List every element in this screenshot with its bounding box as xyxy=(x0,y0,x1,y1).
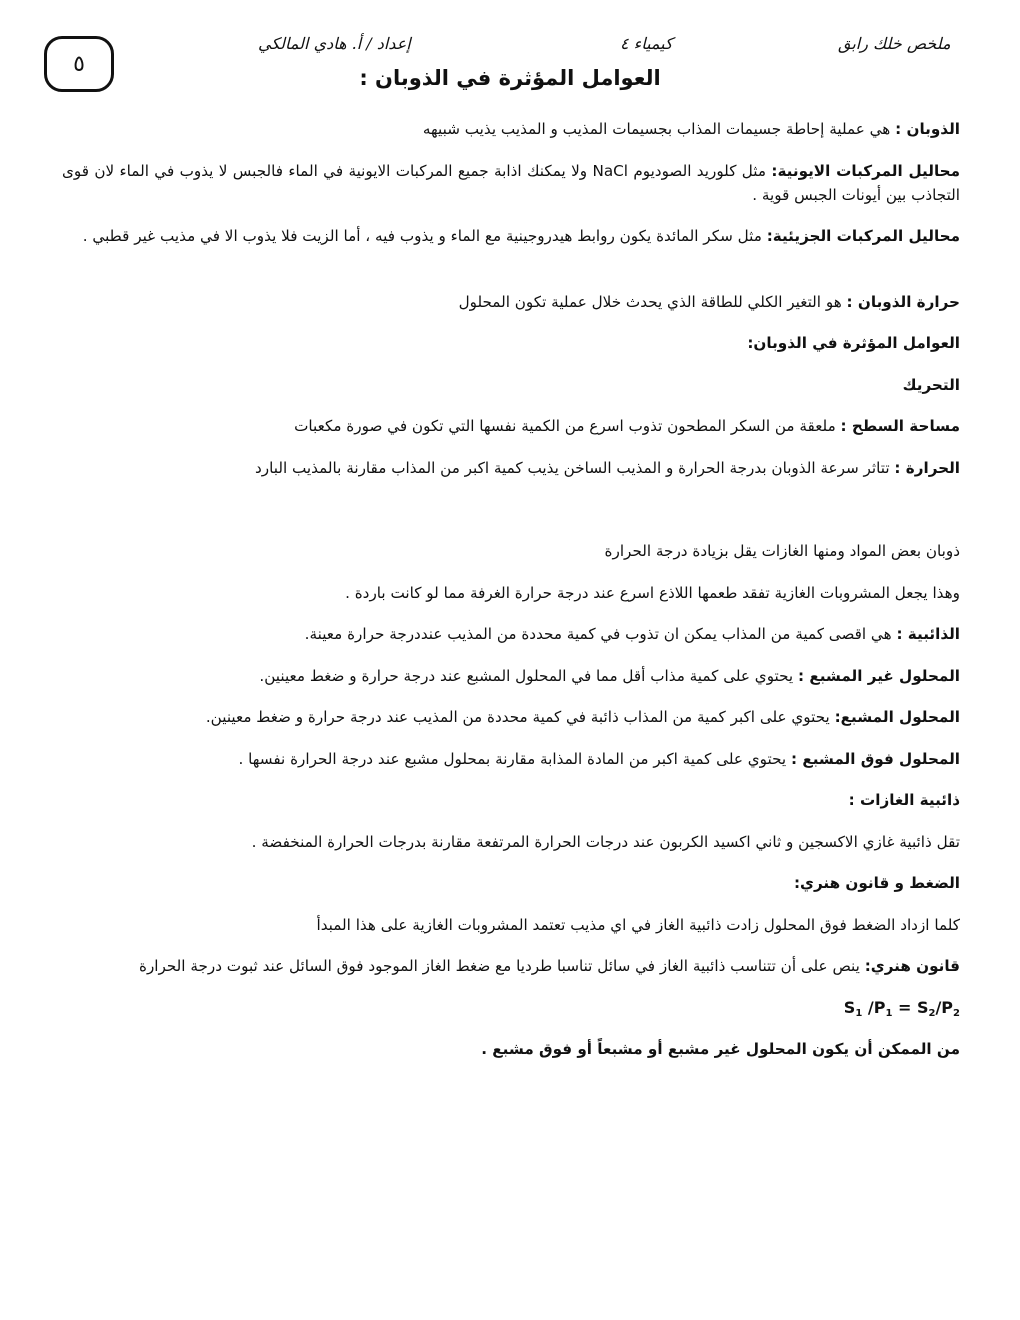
term: التحريك xyxy=(902,375,960,394)
paragraph-pressure xyxy=(62,913,960,937)
paragraph-conclusion xyxy=(62,1037,960,1061)
henry-law-formula: $S_1$ $/P_1 = S_2/P_2$ xyxy=(843,997,960,1019)
paragraph-henry-law xyxy=(62,954,960,978)
heading-gas-solubility xyxy=(62,788,960,812)
paragraph-supersaturated xyxy=(62,747,960,771)
definition: يحتوي على كمية اكبر من المادة المذابة مقارنة بمحلول مشبع عند درجة الحرارة نفسها . xyxy=(238,749,791,768)
text: كلما ازداد الضغط فوق المحلول زادت ذائبية الغاز في اي مذيب تعتمد المشروبات الغازية على هذا المبدأ xyxy=(316,915,960,934)
definition: مثل سكر المائدة يكون روابط هيدروجينية مع الماء و يذوب فيه ، أما الزيت فلا يذوب الا في مذيب غير قطبي . xyxy=(82,227,767,245)
text: ذوبان بعض المواد ومنها الغازات يقل بزيادة درجة الحرارة xyxy=(604,542,960,560)
term: قانون هنري: xyxy=(864,957,960,975)
paragraph-temperature xyxy=(62,456,960,480)
paragraph-saturated xyxy=(62,705,960,729)
header-author: إعداد / أ. هادي المالكي xyxy=(258,34,411,53)
term: ذائبية الغازات : xyxy=(848,791,960,809)
definition: تتاثر سرعة الذوبان بدرجة الحرارة و المذيب الساخن يذيب كمية اكبر من المذاب مقارنة بالمذيب البارد xyxy=(255,458,895,477)
heading-pressure-henry xyxy=(62,871,960,895)
paragraph-soft-drinks xyxy=(62,581,960,605)
definition: ينص على أن تتناسب ذائبية الغاز في سائل تناسبا طرديا مع ضغط الغاز الموجود فوق السائل عند ثبوت درجة الحرارة xyxy=(138,957,865,975)
paragraph-surface-area xyxy=(62,414,960,438)
definition: ملعقة من السكر المطحون تذوب اسرع من الكمية نفسها التي تكون في صورة مكعبات xyxy=(294,417,841,435)
heading-stirring xyxy=(62,373,960,397)
paragraph-heat-of-solution xyxy=(62,290,960,314)
term: محاليل المركبات الجزيئية: xyxy=(766,227,960,245)
header-summary-label: ملخص خلك رابق xyxy=(838,34,951,53)
term: المحلول غير المشبع : xyxy=(797,666,960,685)
term: مساحة السطح : xyxy=(840,417,960,435)
paragraph-solubility xyxy=(62,622,960,646)
term: المحلول المشبع: xyxy=(834,708,960,726)
definition: هي عملية إحاطة جسيمات المذاب بجسيمات المذيب و المذيب يذيب شبيهه xyxy=(422,120,896,138)
term: محاليل المركبات الايونية: xyxy=(771,161,960,180)
heading-factors xyxy=(62,331,960,355)
term: العوامل المؤثرة في الذوبان: xyxy=(747,334,960,352)
term: الذائبية : xyxy=(896,625,960,643)
definition: يحتوي على كمية مذاب أقل مما في المحلول المشبع عند درجة حرارة و ضغط معينين. xyxy=(259,666,798,685)
definition: يحتوي على اكبر كمية من المذاب ذائبة في كمية محددة من المذيب عند درجة حرارة و ضغط معينين. xyxy=(205,708,835,726)
paragraph-dissolution xyxy=(62,117,960,141)
header-subject: كيمياء ٤ xyxy=(620,34,673,53)
paragraph-oxygen-co2 xyxy=(62,830,960,854)
term: حرارة الذوبان : xyxy=(846,292,960,311)
page-title: العوامل المؤثرة في الذوبان : xyxy=(359,66,661,90)
conclusion-text: من الممكن أن يكون المحلول غير مشبع أو مشبعاً أو فوق مشبع . xyxy=(481,1040,960,1058)
text: تقل ذائبية غازي الاكسجين و ثاني اكسيد الكربون عند درجات الحرارة المرتفعة مقارنة بدرجات الحرارة المنخفضة . xyxy=(251,832,960,851)
paragraph-unsaturated xyxy=(62,664,960,688)
text: وهذا يجعل المشروبات الغازية تفقد طعمها اللاذع اسرع عند درجة حرارة الغرفة مما لو كانت باردة . xyxy=(345,583,960,602)
paragraph-molecular-solutions xyxy=(62,224,960,272)
term: الذوبان : xyxy=(895,120,960,138)
term: الحرارة : xyxy=(894,458,960,477)
spacer xyxy=(62,497,960,539)
paragraph-ionic-solutions xyxy=(62,159,960,207)
paragraph-gas-solubility-note xyxy=(62,539,960,563)
term: المحلول فوق المشبع : xyxy=(790,749,960,768)
page-number: ٥ xyxy=(73,51,85,77)
term: الضغط و قانون هنري: xyxy=(793,874,960,892)
definition: هو التغير الكلي للطاقة الذي يحدث خلال عملية تكون المحلول xyxy=(458,292,847,311)
definition: مثل كلوريد الصوديوم NaCl ولا يمكنك اذابة جميع المركبات الايونية في الماء فالجبس لا يذوب في الماء لان قوى التجاذب بين أيونات الجبس قوية . xyxy=(62,161,960,204)
definition: هي اقصى كمية من المذاب يمكن ان تذوب في كمية محددة من المذيب عنددرجة حرارة معينة. xyxy=(304,625,897,643)
document-body xyxy=(62,117,960,1079)
